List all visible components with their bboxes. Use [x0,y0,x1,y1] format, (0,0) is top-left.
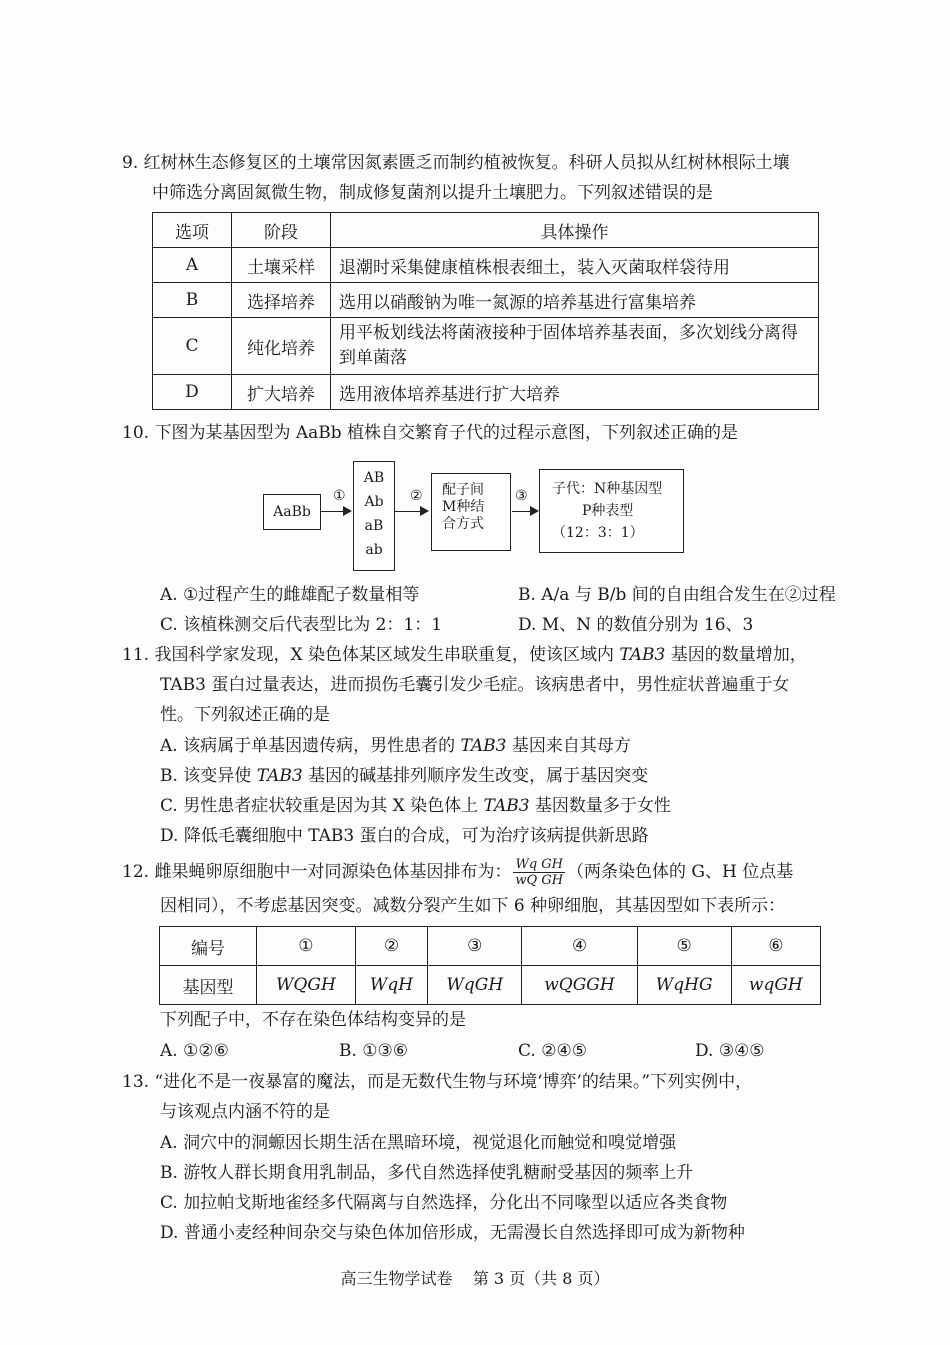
q12-num: ③ [428,927,522,966]
q9-row-c-operation-line2: 到单菌落 [339,348,407,368]
q11-option-d: D. 降低毛囊细胞中 TAB3 蛋白的合成，可为治疗该病提供新思路 [160,826,649,846]
q12-genotype: WqGH [428,966,522,1005]
q12-label-genotype: 基因型 [160,966,257,1005]
q9-stem-line1: 9. 红树林生态修复区的土壤常因氮素匮乏而制约植被恢复。科研人员拟从红树林根际土壤 [122,153,790,173]
q11-stem-line3: 性。下列叙述正确的是 [160,705,330,725]
arrow-3 [512,511,537,512]
option-text: 基因来自其母方 [506,736,631,756]
q10-option-b: B. A/a 与 B/b 间的自由组合发生在②过程 [518,585,836,605]
parent-box: AaBb [263,494,321,530]
q12-option-c: C. ②④⑤ [518,1041,587,1061]
q12-text: 12. 雌果蝇卵原细胞中一对同源染色体基因排布为： [122,862,512,882]
q12-genotype: wQGGH [522,966,637,1005]
q9-table [152,212,819,410]
q9-row-c-option: C [153,318,232,375]
q9-row-b-stage: 选择培养 [232,283,331,318]
fraction-numerator: Wq GH [515,857,563,872]
q12-label-number: 编号 [160,927,257,966]
gamete-ab-mixed-2: aB [364,518,384,534]
option-text: B. 该变异使 [160,766,257,786]
q12-num: ⑥ [731,927,820,966]
table-row [153,375,819,410]
step-3-label: ③ [515,488,528,504]
combination-box [431,473,511,551]
q9-header-option: 选项 [153,213,232,248]
q12-num: ④ [522,927,637,966]
q12-num: ① [257,927,356,966]
q12-stem-line2: 因相同），不考虑基因突变。减数分裂产生如下 6 种卵细胞，其基因型如下表所示： [160,896,786,916]
gene-name: TAB3 [619,645,666,665]
offspring-box [539,469,684,553]
q9-row-c-stage: 纯化培养 [232,318,331,375]
arrow-2 [395,511,427,512]
q10-option-c: C. 该植株测交后代表型比为 2：1：1 [160,615,443,635]
q12-option-d: D. ③④⑤ [695,1041,765,1061]
table-row [160,966,821,1005]
offspring-line1: 子代：N种基因型 [552,481,663,497]
offspring-ratio: （12：3：1） [552,525,644,541]
chromosome-fraction [513,857,565,888]
q12-stem-line1 [122,857,793,888]
q9-row-d-stage: 扩大培养 [232,375,331,410]
q12-num: ⑤ [637,927,731,966]
q9-header-stage: 阶段 [232,213,331,248]
option-text: 基因数量多于女性 [529,796,671,816]
table-row [153,283,819,318]
q9-row-a-option: A [153,248,232,283]
q13-stem-line2: 与该观点内涵不符的是 [160,1102,330,1122]
q13-option-c: C. 加拉帕戈斯地雀经多代隔离与自然选择，分化出不同喙型以适应各类食物 [160,1193,728,1213]
q13-stem-line1: 13. “进化不是一夜暴富的魔法，而是无数代生物与环境‘博弈’的结果。”下列实例中， [122,1072,753,1092]
gene-name: TAB3 [483,796,530,816]
q9-row-c-operation-line1: 用平板划线法将菌液接种于固体培养基表面，多次划线分离得 [339,323,798,343]
q11-option-c [160,793,671,819]
gamete-ab-lower: ab [365,542,383,558]
q12-question: 下列配子中，不存在染色体结构变异的是 [160,1010,466,1030]
q9-row-b-operation: 选用以硝酸钠为唯一氮源的培养基进行富集培养 [331,283,819,318]
q12-genotype: WqH [355,966,428,1005]
option-text: A. 该病属于单基因遗传病，男性患者的 [160,736,461,756]
q12-genotype: WQGH [257,966,356,1005]
gene-name: TAB3 [460,736,507,756]
q10-option-a: A. ①过程产生的雌雄配子数量相等 [160,585,420,605]
combine-line1: 配子间 [442,482,484,498]
gametes-box [353,461,395,571]
table-row [153,318,819,375]
q11-stem-line2: TAB3 蛋白过量表达，进而损伤毛囊引发少毛症。该病患者中，男性症状普遍重于女 [160,675,790,695]
q9-row-d-operation: 选用液体培养基进行扩大培养 [331,375,819,410]
table-row [153,248,819,283]
q9-header-operation: 具体操作 [331,213,819,248]
q13-option-d: D. 普通小麦经种间杂交与染色体加倍形成，无需漫长自然选择即可成为新物种 [160,1223,745,1243]
arrow-1 [320,511,350,512]
q12-option-b: B. ①③⑥ [339,1041,409,1061]
q12-option-a: A. ①②⑥ [160,1041,229,1061]
q9-row-d-option: D [153,375,232,410]
q12-num: ② [355,927,428,966]
q11-text: 基因的数量增加， [665,645,807,665]
step-2-label: ② [410,488,423,504]
combine-line2: M种结 [442,499,485,515]
q12-genotype: WqHG [637,966,731,1005]
q9-stem-line2: 中筛选分离固氮微生物，制成修复菌剂以提升土壤肥力。下列叙述错误的是 [152,183,713,203]
q9-row-b-option: B [153,283,232,318]
q12-text: （两条染色体的 G、H 位点基 [567,862,794,882]
step-1-label: ① [333,488,346,504]
q9-row-a-operation: 退潮时采集健康植株根表细土，装入灭菌取样袋待用 [331,248,819,283]
offspring-line2: P种表型 [582,503,634,519]
combine-line3: 合方式 [442,516,484,532]
q11-option-a [160,733,631,759]
q9-row-c-operation [331,318,819,375]
option-text: 基因的碱基排列顺序发生改变，属于基因突变 [302,766,649,786]
gamete-ab-mixed: Ab [364,494,384,510]
q13-option-a: A. 洞穴中的洞螈因长期生活在黑暗环境，视觉退化而触觉和嗅觉增强 [160,1133,677,1153]
q10-option-d: D. M、N 的数值分别为 16、3 [518,615,754,635]
q12-genotype: wqGH [731,966,820,1005]
table-row [160,927,821,966]
gene-name: TAB3 [256,766,303,786]
q12-table [159,926,821,1005]
q13-option-b: B. 游牧人群长期食用乳制品，多代自然选择使乳糖耐受基因的频率上升 [160,1163,694,1183]
option-text: C. 男性患者症状较重是因为其 X 染色体上 [160,796,484,816]
q9-row-a-stage: 土壤采样 [232,248,331,283]
q11-text: 11. 我国科学家发现，X 染色体某区域发生串联重复，使该区域内 [122,645,620,665]
q11-stem-line1 [122,642,807,668]
q10-stem: 10. 下图为某基因型为 AaBb 植株自交繁育子代的过程示意图，下列叙述正确的是 [122,423,739,443]
gamete-ab-upper: AB [363,470,385,486]
page-footer: 高三生物学试卷 第 3 页（共 8 页） [340,1269,610,1288]
fraction-denominator: wQ GH [515,873,564,888]
q11-option-b [160,763,648,789]
